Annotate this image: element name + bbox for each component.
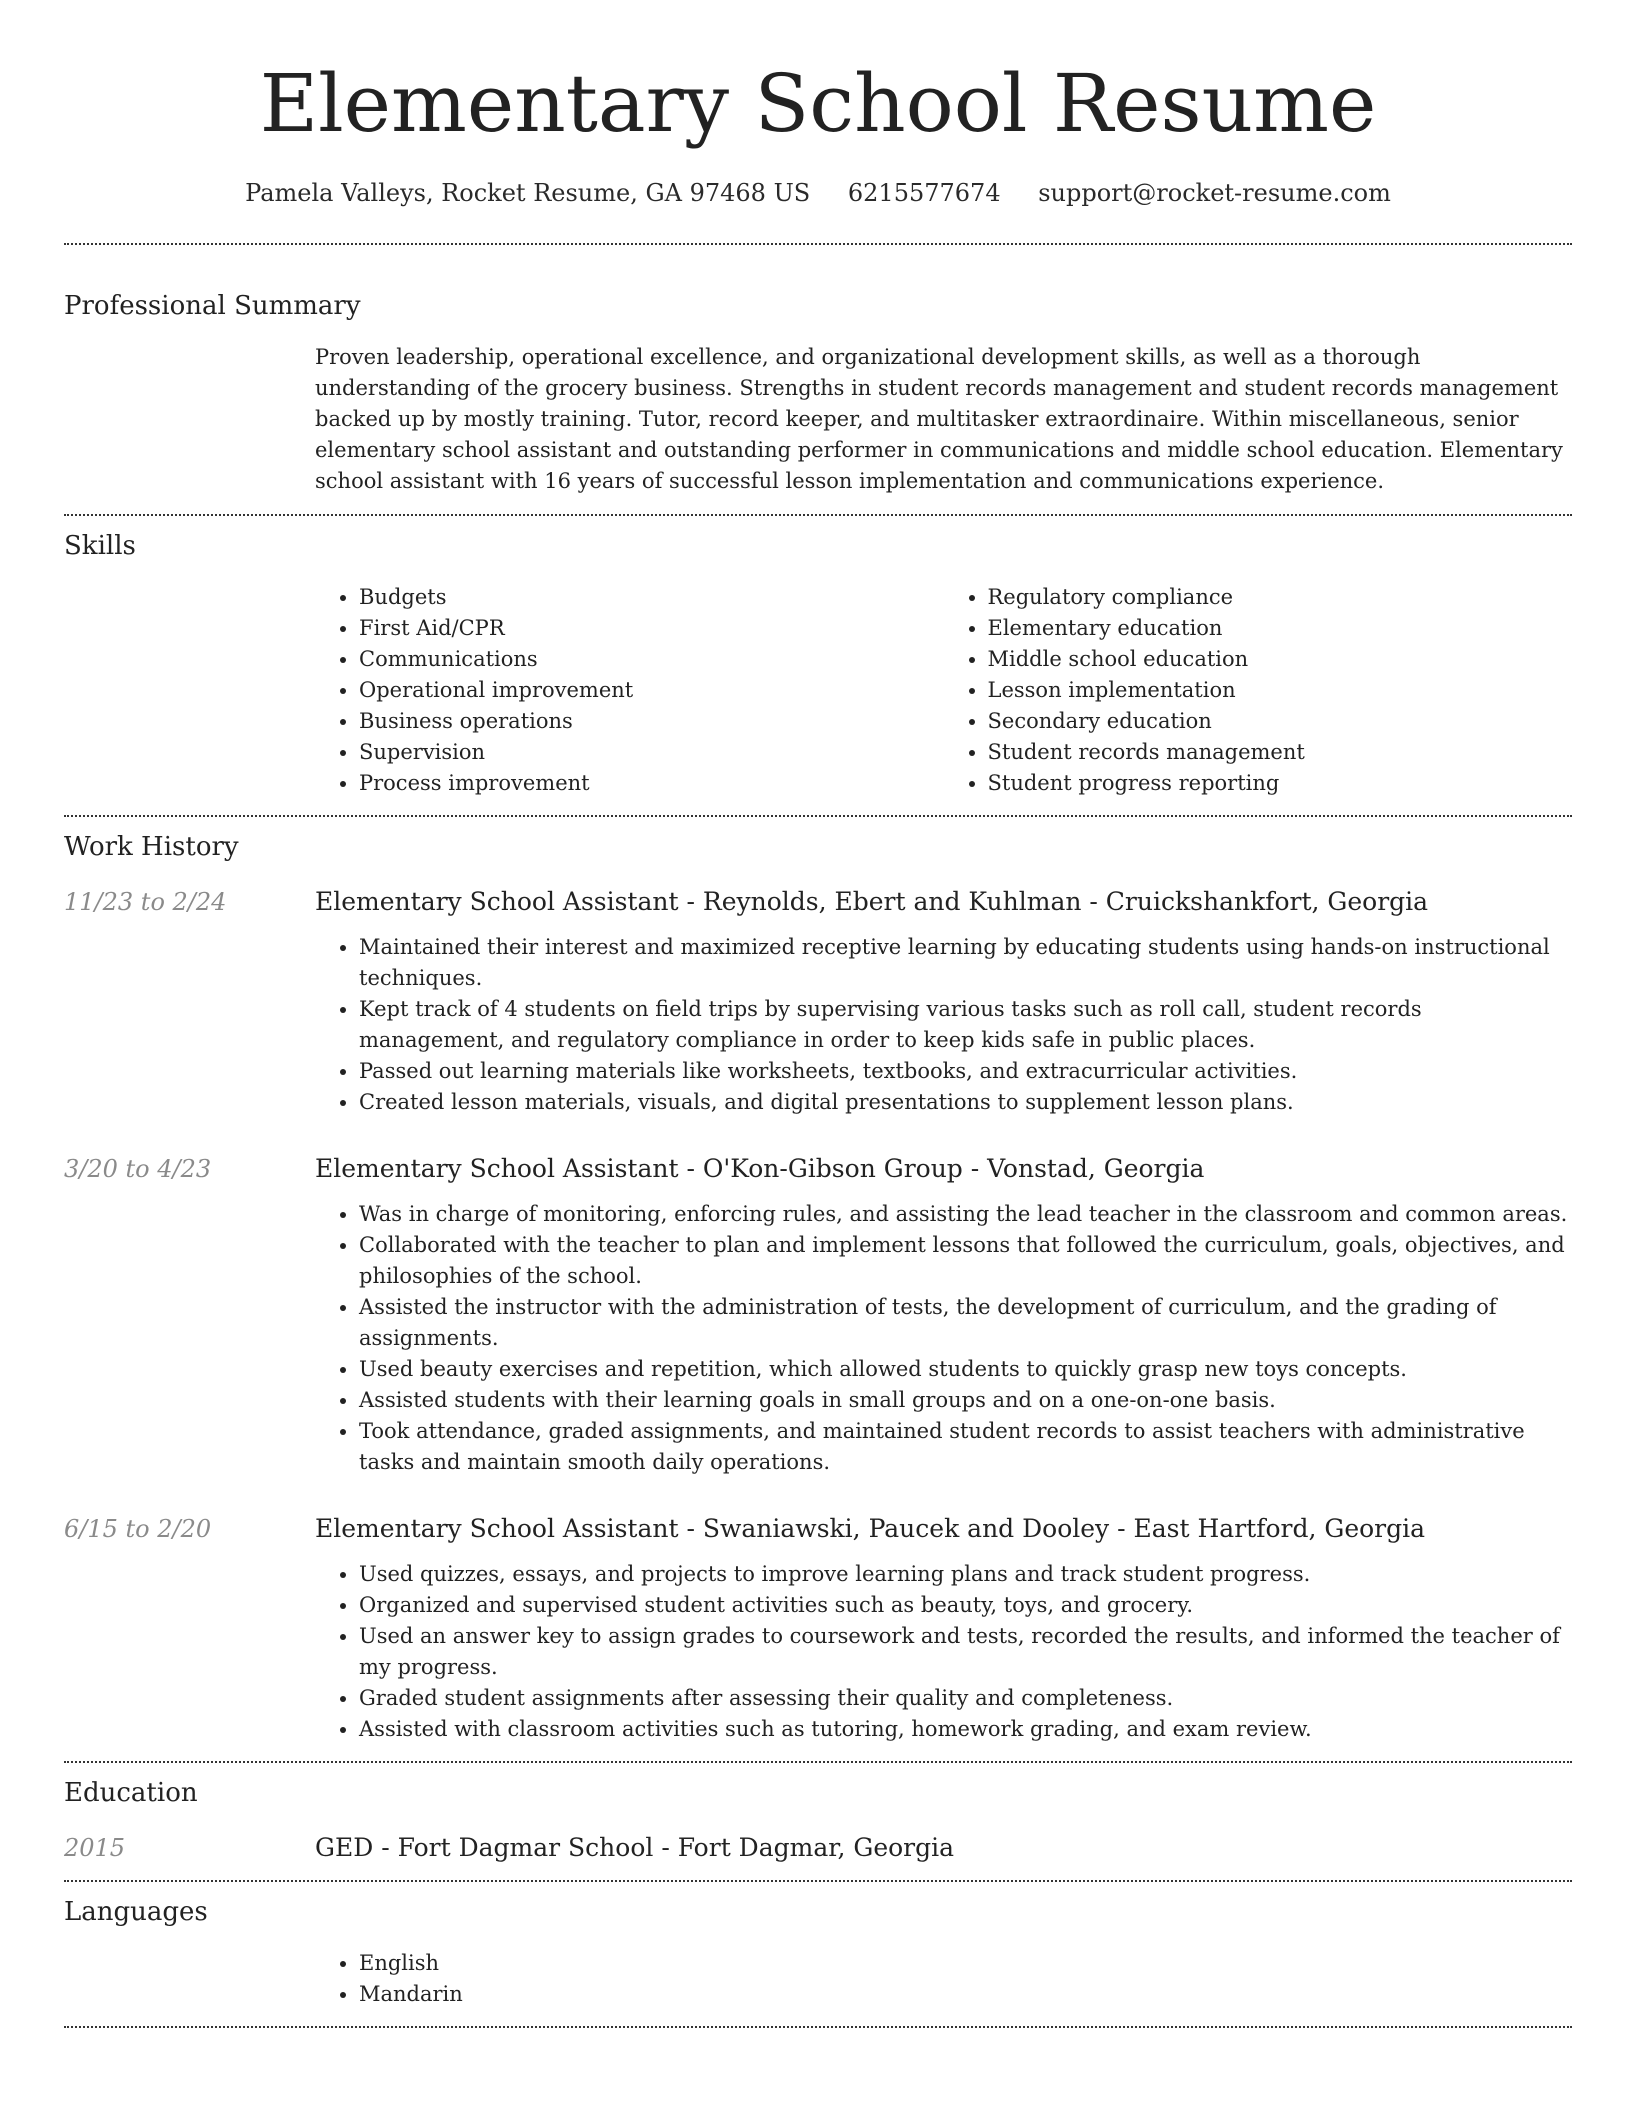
divider bbox=[64, 815, 1572, 817]
education-entry bbox=[64, 1831, 1572, 1865]
section-title-summary: Professional Summary bbox=[64, 291, 361, 321]
job-bullets bbox=[315, 1199, 1572, 1478]
job-bullet: • Organized and supervised student activities such as beauty, toys, and grocery. bbox=[359, 1590, 1572, 1621]
skill-item: • Communications bbox=[359, 644, 944, 675]
skill-item: • First Aid/CPR bbox=[359, 613, 944, 644]
skill-item: • Business operations bbox=[359, 706, 944, 737]
education-degree: GED - Fort Dagmar School - Fort Dagmar, Georgia bbox=[315, 1833, 955, 1862]
skills-column-right bbox=[944, 582, 1573, 799]
job-bullet: • Assisted the instructor with the administration of tests, the development of curriculum, and the grading of assignments. bbox=[359, 1292, 1572, 1354]
job-bullet: • Used an answer key to assign grades to coursework and tests, recorded the results, and informed the teacher of my progress. bbox=[359, 1621, 1572, 1683]
job-title: Elementary School Assistant - O'Kon-Gibson Group - Vonstad, Georgia bbox=[315, 1154, 1205, 1183]
job-bullet: • Was in charge of monitoring, enforcing rules, and assisting the lead teacher in the classroom and common areas. bbox=[359, 1199, 1572, 1230]
skill-item: • Supervision bbox=[359, 737, 944, 768]
job-entry bbox=[64, 1152, 1572, 1478]
languages-list bbox=[315, 1948, 1572, 2010]
skill-item: • Elementary education bbox=[988, 613, 1573, 644]
summary-text: Proven leadership, operational excellence, and organizational development skills, as well as a thorough understanding of the grocery business. Strengths in student records management and student records management backed up by mostly training. Tutor, record keeper, and multitasker extraordinaire. Within miscellaneous, senior elementary school assistant and outstanding performer in communications and middle school education. Elementary school assistant with 16 years of successful lesson implementation and communications experience. bbox=[315, 345, 1563, 493]
contact-phone: 6215577674 bbox=[847, 179, 1001, 207]
job-dates: 11/23 to 2/24 bbox=[64, 888, 227, 916]
job-dates: 3/20 to 4/23 bbox=[64, 1155, 212, 1183]
resume-title: Elementary School Resume bbox=[259, 57, 1377, 150]
job-title: Elementary School Assistant - Reynolds, Ebert and Kuhlman - Cruickshankfort, Georgia bbox=[315, 887, 1429, 916]
divider bbox=[64, 1761, 1572, 1763]
job-bullet: • Took attendance, graded assignments, and maintained student records to assist teachers with administrative tasks and maintain smooth daily operations. bbox=[359, 1416, 1572, 1478]
education-year: 2015 bbox=[64, 1834, 126, 1862]
divider bbox=[64, 243, 1572, 245]
skills-list bbox=[315, 582, 1572, 799]
job-bullet: • Passed out learning materials like worksheets, textbooks, and extracurricular activities. bbox=[359, 1056, 1572, 1087]
job-bullet: • Maintained their interest and maximized receptive learning by educating students using hands-on instructional techniques. bbox=[359, 932, 1572, 994]
contact-line bbox=[64, 176, 1572, 210]
skill-item: • Budgets bbox=[359, 582, 944, 613]
job-bullet: • Used quizzes, essays, and projects to improve learning plans and track student progress. bbox=[359, 1559, 1572, 1590]
skill-item: • Student progress reporting bbox=[988, 768, 1573, 799]
resume-document bbox=[64, 0, 1572, 2028]
skill-item: • Operational improvement bbox=[359, 675, 944, 706]
divider bbox=[64, 1880, 1572, 1882]
contact-email: support@rocket-resume.com bbox=[1038, 179, 1391, 207]
job-bullets bbox=[315, 1559, 1572, 1745]
skill-item: • Secondary education bbox=[988, 706, 1573, 737]
language-item: • Mandarin bbox=[359, 1979, 1572, 2010]
job-bullet: • Assisted with classroom activities such as tutoring, homework grading, and exam review. bbox=[359, 1714, 1572, 1745]
job-bullet: • Graded student assignments after assessing their quality and completeness. bbox=[359, 1683, 1572, 1714]
job-entry bbox=[64, 885, 1572, 1118]
section-title-languages: Languages bbox=[64, 1897, 208, 1927]
job-bullet: • Used beauty exercises and repetition, which allowed students to quickly grasp new toys concepts. bbox=[359, 1354, 1572, 1385]
skill-item: • Student records management bbox=[988, 737, 1573, 768]
job-entry bbox=[64, 1512, 1572, 1745]
job-bullets bbox=[315, 932, 1572, 1118]
skill-item: • Process improvement bbox=[359, 768, 944, 799]
job-dates: 6/15 to 2/20 bbox=[64, 1515, 212, 1543]
skill-item: • Middle school education bbox=[988, 644, 1573, 675]
language-item: • English bbox=[359, 1948, 1572, 1979]
section-title-education: Education bbox=[64, 1778, 198, 1808]
divider bbox=[64, 2026, 1572, 2028]
section-title-skills: Skills bbox=[64, 531, 136, 561]
section-title-work: Work History bbox=[64, 832, 239, 862]
skill-item: • Lesson implementation bbox=[988, 675, 1573, 706]
job-bullet: • Kept track of 4 students on field trips by supervising various tasks such as roll call, student records management, and regulatory compliance in order to keep kids safe in public places. bbox=[359, 994, 1572, 1056]
job-bullet: • Collaborated with the teacher to plan and implement lessons that followed the curriculum, goals, objectives, and philosophies of the school. bbox=[359, 1230, 1572, 1292]
contact-address: Pamela Valleys, Rocket Resume, GA 97468 US bbox=[245, 179, 811, 207]
job-title: Elementary School Assistant - Swaniawski, Paucek and Dooley - East Hartford, Georgia bbox=[315, 1514, 1426, 1543]
job-bullet: • Created lesson materials, visuals, and digital presentations to supplement lesson plans. bbox=[359, 1087, 1572, 1118]
skill-item: • Regulatory compliance bbox=[988, 582, 1573, 613]
skills-column-left bbox=[315, 582, 944, 799]
divider bbox=[64, 514, 1572, 516]
job-bullet: • Assisted students with their learning goals in small groups and on a one-on-one basis. bbox=[359, 1385, 1572, 1416]
